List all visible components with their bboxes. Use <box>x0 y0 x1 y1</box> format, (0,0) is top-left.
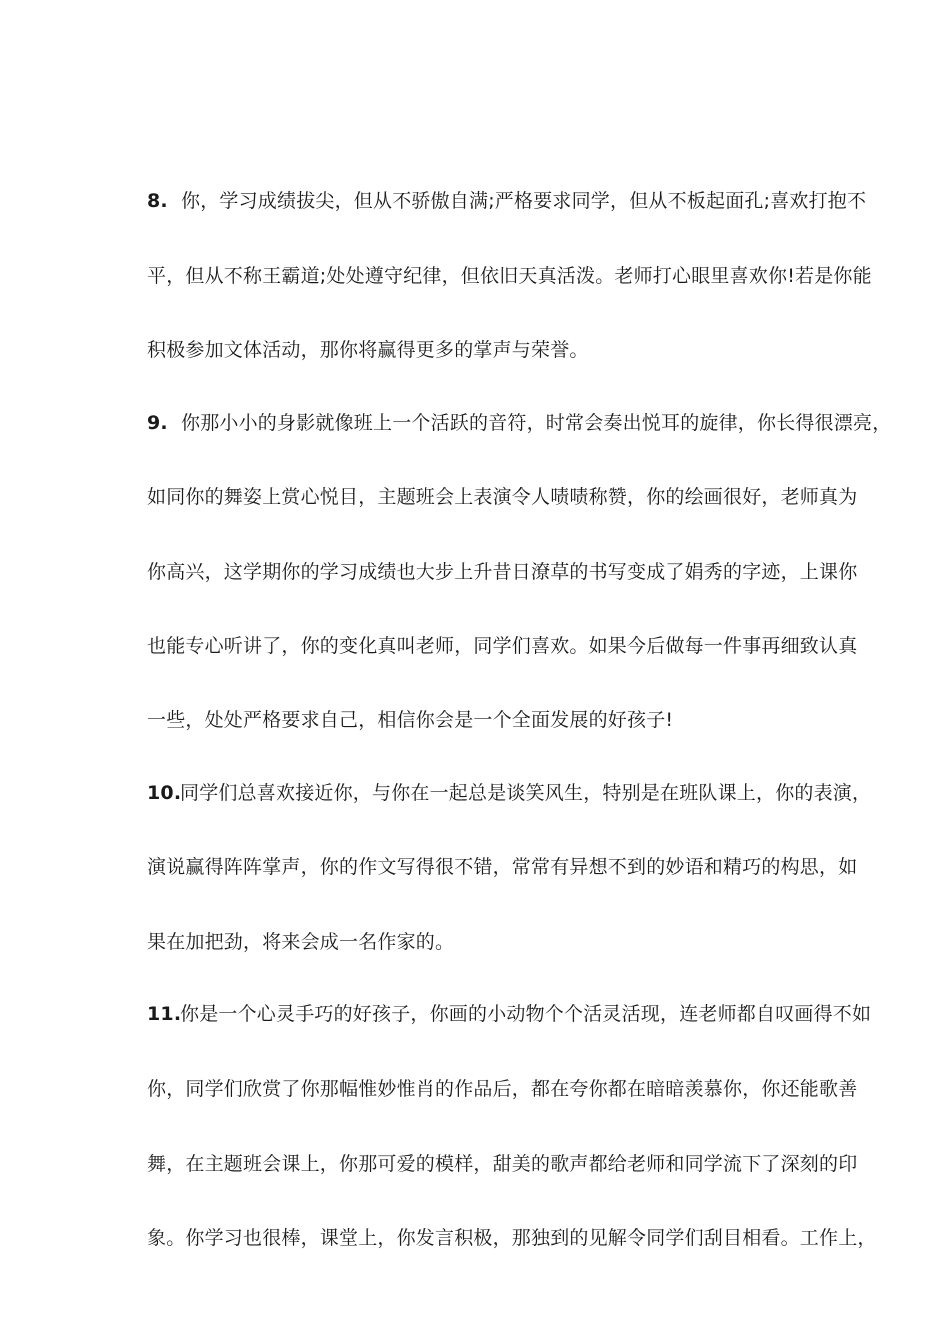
entry-9-line-3: 你高兴，这学期你的学习成绩也大步上升昔日潦草的书写变成了娟秀的字迹，上课你 <box>147 561 858 583</box>
entry-10-number: 10. <box>147 782 182 804</box>
entry-9-line-4: 也能专心听讲了，你的变化真叫老师，同学们喜欢。如果今后做每一件事再细致认真 <box>147 635 858 657</box>
entry-10-line-2: 演说赢得阵阵掌声，你的作文写得很不错，常常有异想不到的妙语和精巧的构思，如 <box>147 856 858 878</box>
entry-9-line-2: 如同你的舞姿上赏心悦目，主题班会上表演令人啧啧称赞，你的绘画很好，老师真为 <box>147 486 858 508</box>
entry-8-line-1 <box>147 185 887 217</box>
entry-11-line-2: 你，同学们欣赏了你那幅惟妙惟肖的作品后，都在夸你都在暗暗羡慕你，你还能歌善 <box>147 1078 858 1100</box>
entry-11-line-3: 舞，在主题班会课上，你那可爱的模样，甜美的歌声都给老师和同学流下了深刻的印 <box>147 1153 858 1175</box>
entry-11-number: 11. <box>147 1003 182 1025</box>
entry-8-line-3: 积极参加文体活动，那你将赢得更多的掌声与荣誉。 <box>147 339 589 361</box>
entry-9-line-1 <box>147 407 892 439</box>
entry-11-line-1 <box>147 998 887 1030</box>
entry-8-text: 你，学习成绩拔尖，但从不骄傲自满;严格要求同学，但从不板起面孔;喜欢打抱不 <box>181 190 867 212</box>
entry-10-line-1 <box>147 777 887 809</box>
entry-10-text: 同学们总喜欢接近你，与你在一起总是谈笑风生，特别是在班队课上，你的表演， <box>180 782 872 804</box>
entry-9-text: 你那小小的身影就像班上一个活跃的音符，时常会奏出悦耳的旋律，你长得很漂亮， <box>181 412 892 434</box>
entry-9-number: 9. <box>147 412 168 434</box>
entry-10-line-3: 果在加把劲，将来会成一名作家的。 <box>147 931 455 953</box>
entry-9-line-5: 一些，处处严格要求自己，相信你会是一个全面发展的好孩子! <box>147 709 674 731</box>
entry-8-number: 8. <box>147 190 168 212</box>
entry-8-line-2: 平，但从不称王霸道;处处遵守纪律，但依旧天真活泼。老师打心眼里喜欢你!若是你能 <box>147 265 872 287</box>
entry-11-line-4: 象。你学习也很棒，课堂上，你发言积极，那独到的见解令同学们刮目相看。工作上， <box>147 1227 877 1249</box>
entry-11-text: 你是一个心灵手巧的好孩子，你画的小动物个个活灵活现，连老师都自叹画得不如 <box>180 1003 872 1025</box>
